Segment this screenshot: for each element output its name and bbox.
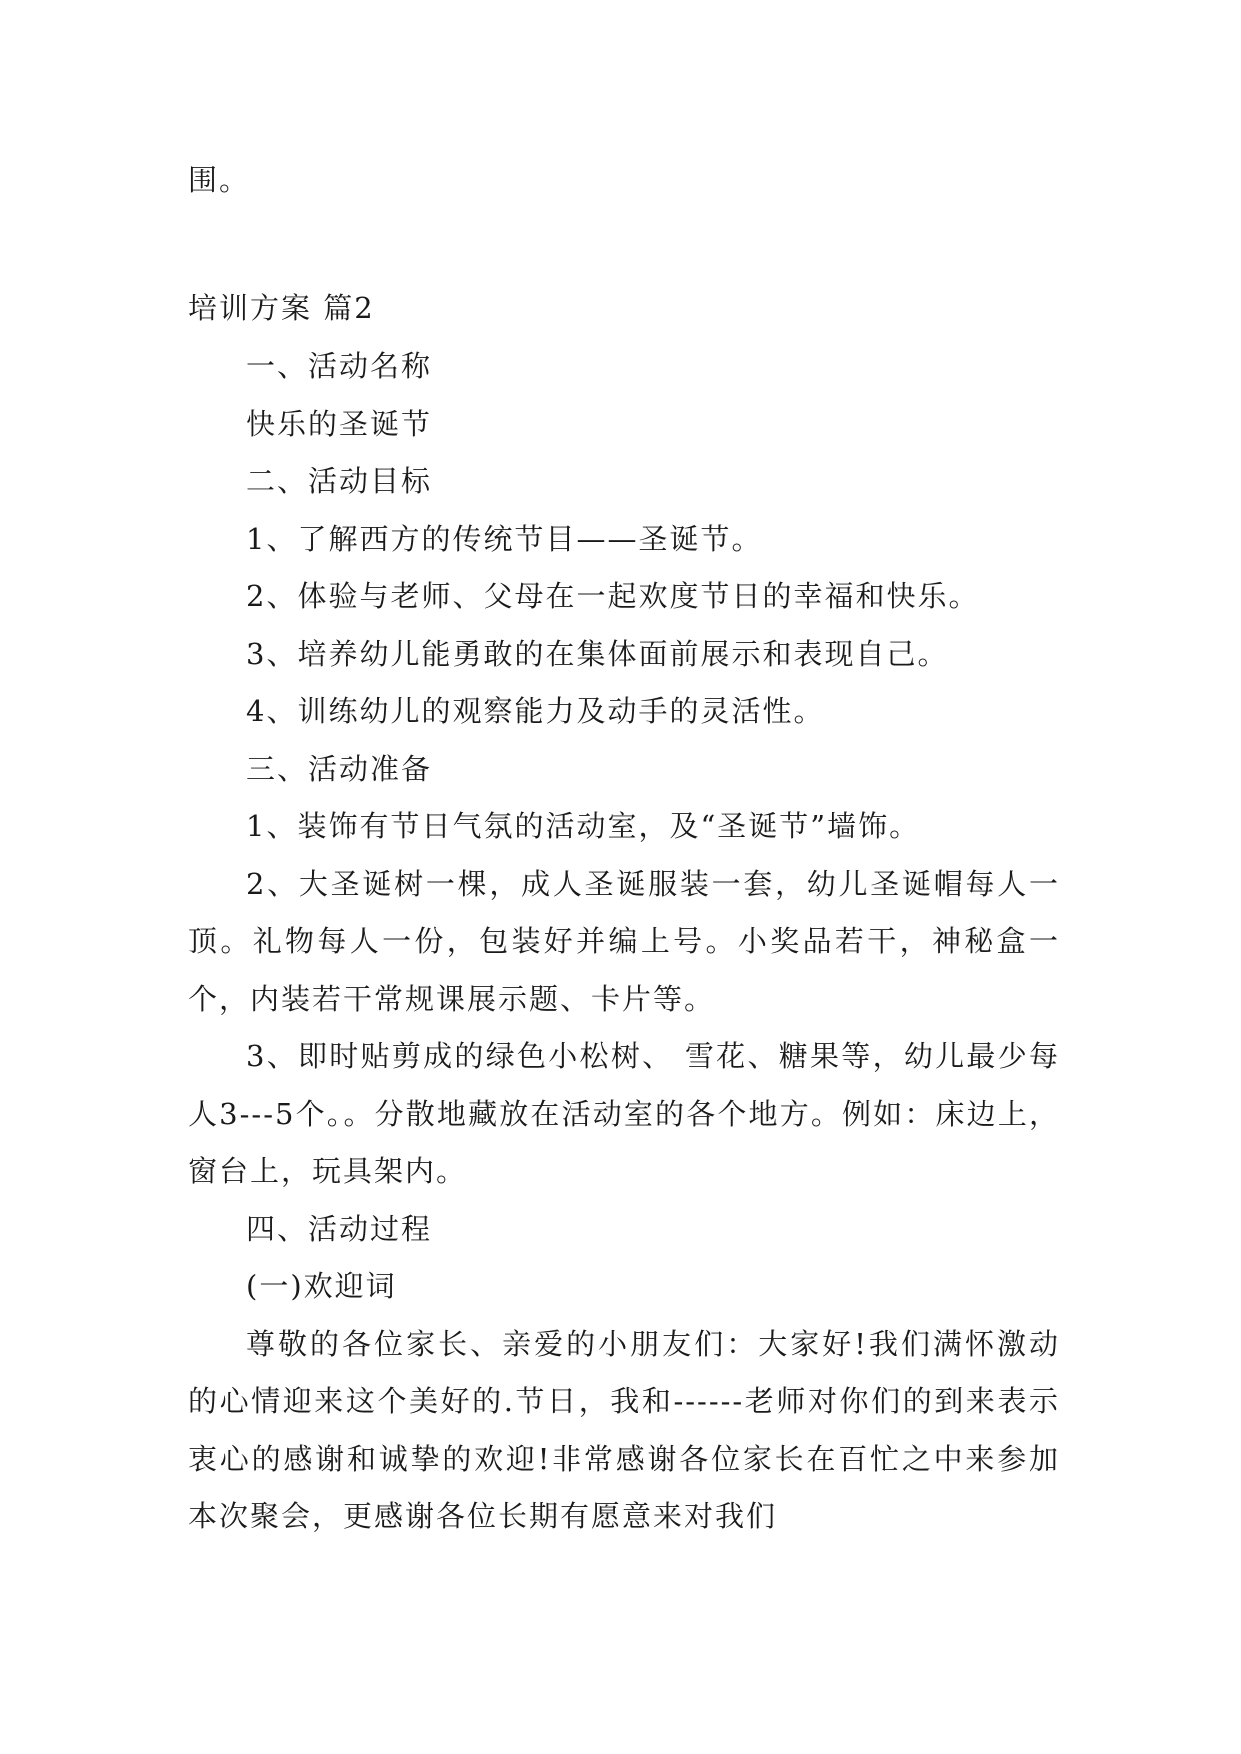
- paragraph: 二、活动目标: [246, 464, 433, 498]
- section-gap: [188, 200, 1060, 288]
- paragraph: 四、活动过程: [246, 1211, 433, 1246]
- paragraph: 2、大圣诞树一棵，成人圣诞服装一套，幼儿圣诞帽每人一顶。礼物每人一份，包装好并编上号。小奖品若干，神秘盒一个，内装若干常规课展示题、卡片等。: [188, 866, 1060, 1016]
- document-body: [188, 160, 1060, 1546]
- paragraph: 三、活动准备: [246, 751, 433, 786]
- paragraph: 1、了解西方的传统节目——圣诞节。: [246, 521, 763, 556]
- paragraph: 尊敬的各位家长、亲爱的小朋友们：大家好!我们满怀激动的心情迎来这个美好的.节日，我和------老师对你们的到来表示衷心的感谢和诚挚的欢迎!非常感谢各位家长在百忙之中来参加本次聚会，更感谢各位长期有愿意来对我们: [188, 1326, 1060, 1533]
- section-title: 培训方案 篇2: [188, 291, 375, 325]
- paragraph: 快乐的圣诞节: [246, 406, 433, 441]
- carryover-text: 围。: [188, 163, 251, 197]
- paragraph: 4、训练幼儿的观察能力及动手的灵活性。: [246, 694, 825, 728]
- paragraph: 一、活动名称: [246, 349, 433, 383]
- paragraph: (一)欢迎词: [246, 1269, 397, 1303]
- paragraph: 3、即时贴剪成的绿色小松树、 雪花、糖果等，幼儿最少每人3---5个。。分散地藏放在活动室的各个地方。例如：床边上，窗台上，玩具架内。: [188, 1039, 1060, 1188]
- paragraph: 1、装饰有节日气氛的活动室，及“圣诞节”墙饰。: [246, 809, 921, 843]
- paragraph: 2、体验与老师、父母在一起欢度节日的幸福和快乐。: [246, 579, 980, 613]
- paragraph: 3、培养幼儿能勇敢的在集体面前展示和表现自己。: [246, 636, 949, 671]
